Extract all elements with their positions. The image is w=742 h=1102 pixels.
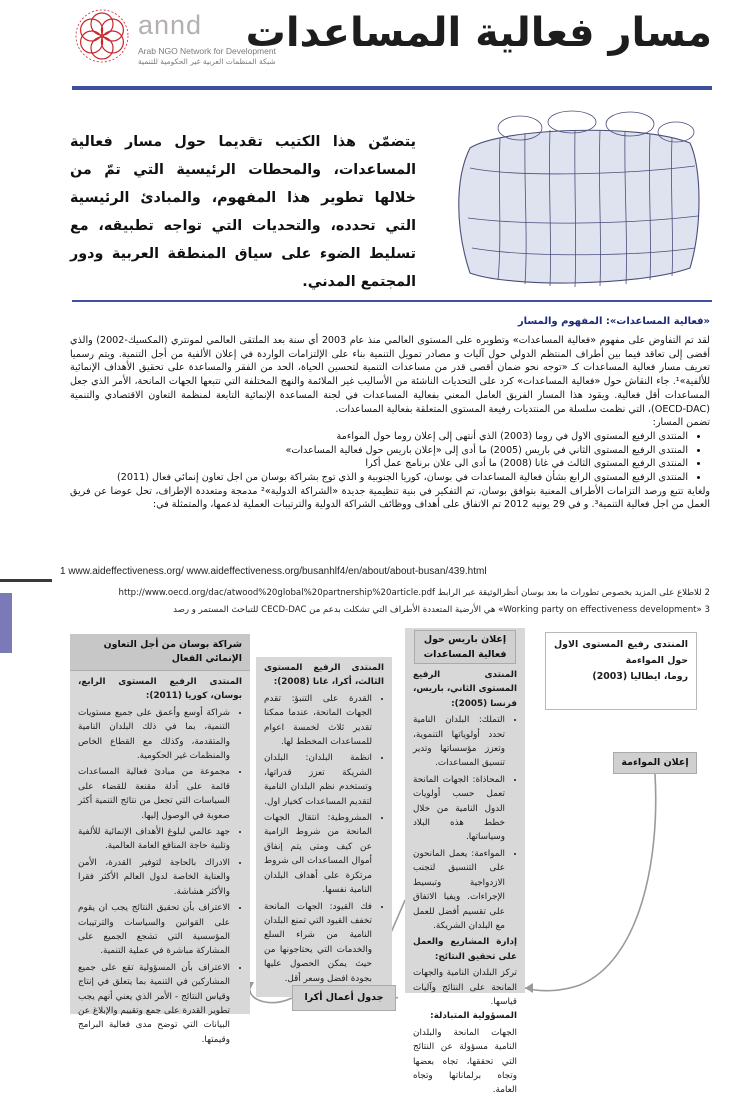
- list-item: • انظمة البلدان: البلدان الشريكة تعزز قدراتها، وتستخدم نظم البلدان النامية لتقديم المساعدات كخيار اول.: [264, 751, 372, 809]
- list-item: • مجموعة من مبادئ فعالية المساعدات قائمة على أدلة مقنعة للقضاء على السياسات التي تجعل من نتائج التنمية أكثر صعوبة في الوصول إليها.: [78, 765, 230, 823]
- accra-forum-heading: المنتدى الرفيع المستوى الثالث، أكرا، غانا (2008):: [264, 663, 384, 688]
- accra-agenda-label: جدول أعمال أكرا: [292, 985, 396, 1011]
- rome-title: المنتدى رفيع المستوى الاول حول المواءمة: [554, 639, 688, 666]
- paris-principles-list: [413, 713, 517, 933]
- list-item: • فك القيود: الجهات المانحة تخفف القيود التي تمنع البلدان النامية من شراء السلع والخدمات التي يحتاجونها من حيث يمكن الحصول عليها بجودة افضل وسعر أقل.: [264, 900, 372, 986]
- body-paragraph-2: ولغاية تتبع ورصد التزامات الأطراف المعنية بتوافق بوسان، تم التفكير في بنية تنظيمية جديدة «الشراكة الدولية»² مدمجة ومتعددة الإطراف، تحل عوضا عن فريق العمل من اجل فعالية التنمية³. و في 29 يونيه 2012 تم الاتفاق على أهداف ووظائف الشراكة الدولية والترتيبات العملية لدعمها، والمتمثلة في:: [70, 485, 711, 511]
- list-item: • المنتدى الرفيع المستوى الرابع بشأن فعالية المساعدات في بوسان، كوريا الجنوبية و الذي توج بشراكة بوسان من اجل تعاون إنمائي فعال (2011): [70, 471, 688, 485]
- logo-arabic-name: شبكة المنظمات العربية غير الحكومية للتنمية: [138, 57, 276, 66]
- logo-wordmark: annd: [138, 10, 203, 40]
- footnote-2: 2 للاطلاع على المزيد بخصوص تطورات ما بعد بوسان أنظرالوثيقة عبر الرابط http://www.oecd.org/dac/atwood%20global%20partnership%20article.pdf: [118, 588, 710, 598]
- list-item: • المحاذاة: الجهات المانحة تعمل حسب أولويات الدول النامية من خلال خطط هذه البلاد وسياساتها.: [413, 773, 505, 845]
- page-title: مسار فعالية المساعدات: [245, 10, 712, 56]
- busan-forum-heading: المنتدى الرفيع المستوى الرابع، بوسان، كوريا (2011):: [78, 677, 242, 702]
- rome-forum-box: [545, 632, 697, 710]
- list-item: • القدرة على التنبؤ: تقدم الجهات المانحة، عندما ممكنا تقدير ثلاث لخمسة اعوام للمساعدات المخطط لها.: [264, 692, 372, 750]
- list-item: • المنتدى الرفيع المستوى الثالث في غانا (2008) ما أدى الى علان برنامج عمل أكرا: [70, 457, 688, 471]
- list-item: • التملك: البلدان النامية تحدد أولوياتها التنموية، وتعزز مؤسساتها وتدير تنسيق المساعدات.: [413, 713, 505, 771]
- list-item: • المواءمة: يعمل المانحون على التنسيق لتجنب الازدواجية وتبسيط الإجراءات. ويفيا الاتفاق على تقسيم أفضل للعمل مع البلدان الشريكة.: [413, 847, 505, 933]
- accra-forum-column: [256, 657, 392, 997]
- busan-items-list: [78, 706, 242, 1047]
- list-item: • جهد عالمي لبلوغ الأهداف الإنمائية للألفية وتلبية حاجة المنافع العامة العالمية.: [78, 825, 230, 854]
- results-management-heading: إدارة المشاريع والعمل على تحقيق النتائج:: [413, 937, 517, 962]
- logo-english-name: Arab NGO Network for Development: [138, 46, 276, 56]
- list-item: • شراكة أوسع وأعمق على جميع مستويات التنمية، بما في ذلك البلدان النامية والمتقدمة، وكذلك مع القطاع الخاص والمنظمات غير الحكومية.: [78, 706, 230, 764]
- busan-partnership-column: [70, 634, 250, 1045]
- intro-paragraph: يتضمّن هذا الكتيب تقديما حول مسار فعالية المساعدات، والمحطات الرئيسية التي تمّ من خلالها تطوير هذا المفهوم، والمبادئ الرئيسية التي تحدده، والتحديات التي تواجه تطبيقه، مع تسليط الضوء على سياق المنطقة العربية ودور المجتمع المدني.: [70, 134, 416, 290]
- accra-items-list: [264, 692, 384, 986]
- paris-forum-heading: المنتدى الرفيع المستوى الثاني، باريس، فرنسا (2005):: [413, 670, 517, 709]
- list-item: • الاعتراف بأن تحقيق النتائج يجب ان يقوم على القوانين والسياسات والترتيبات المؤسسية التي تشجع الجميع على المشاركة مباشرة في عملية التنمية.: [78, 901, 230, 959]
- paris-declaration-label: إعلان باريس حول فعالية المساعدات: [414, 630, 516, 664]
- mutual-accountability-heading: المسؤولية المتبادلة:: [430, 1011, 517, 1022]
- harmonization-declaration-label: إعلان المواءمة: [613, 752, 697, 774]
- busan-title: شراكة بوسان من أجل التعاون الإنمائي الفعال: [70, 634, 250, 671]
- footnote-3: 3 «Working party on effectiveness development» هي الأرضية المتعددة الأطراف التي تشكلت بدعم من CECD-DAC للتباحث المستمر و رصد: [173, 605, 710, 615]
- results-management-text: تركز البلدان النامية والجهات المانحة على النتائج وآليات قياسها.: [413, 968, 517, 1007]
- list-intro: تضمن المسار:: [652, 417, 710, 429]
- list-item: • المشروطية: انتقال الجهات المانحة من شروط الزامية عن كيف ومتى يتم إنفاق أموال المساعدات الى شروط مرتكزة على أهداف البلدان النامية نفسها.: [264, 811, 372, 897]
- paris-forum-column: [405, 628, 525, 1096]
- list-item: • الادراك بالحاجة لتوفير القدرة، الأمن والعناية الخاصة لدول العالم الأكثر فقرا والأكثر هشاشة.: [78, 856, 230, 899]
- rome-location: روما، ايطاليا (2003): [592, 671, 688, 682]
- list-item: • المنتدى الرفيع المستوى الثاني في باريس (2005) ما أدى إلى «إعلان باريس حول فعالية المساعدات»: [70, 444, 688, 458]
- footnote-1: 1 www.aideffectiveness.org/ www.aideffectiveness.org/busanhlf4/en/about/about-busan/439.html: [60, 566, 487, 577]
- list-item: • الاعتراف بأن المسؤولية تقع على جميع المشاركين في التنمية بما يتعلق في إنتاج وقياس النتائج - الأمر الذي يعني أنهم يجب تطوير القدرة على جمع وتقييم والإبلاغ عن البيانات التي توضح مدى فعالية البرامج وقيمتها.: [78, 961, 230, 1047]
- list-item: • المنتدى الرفيع المستوى الاول في روما (2003) الذي أنتهى إلى إعلان روما حول المواءمة: [70, 430, 688, 444]
- section-heading: «فعالية المساعدات»: المفهوم والمسار: [517, 316, 710, 327]
- body-paragraph-1: لقد تم التفاوض على مفهوم «فعالية المساعدات» وتطويره على المستوى العالمي منذ عام 2003 أي سنة بعد الملتقى العالمي لمونتري (المكسيك-2002) والذي أفضى إلى تعاقد فيما بين أطراف المنتظم الدولي حول آليات و مصادر تمويل التنمية بناء على الإلتزامات الواردة في إعلان الألفية من أجل التنمية. ويتم رسميا تعريف مسار فعالية المساعدات كـ «توجه نحو ضمان أقصى قدر من مساعدات التنمية لتحسين الحياة، الحد من الفقر والمساعدة على تحقيق الأهداف الإنمائية للألفية»¹. جاء النقاش حول «فعالية المساعدات» كرد على التحديات الناشئة من الأساليب غير الملائمة والنهج المختلفة التي تتبعها الجهات المانحة، الأمر الذي جعل المساعدات أقل فعالية. ويقود هذا المسار الفريق العامل المعني بفعالية المساعدات في لجنة المساعدة الإنمائية التابعة لمنظمة التعاون الاقتصادي والتنمية (OECD-DAC)، التي نظمت سلسلة من المنتديات رفيعة المستوى المتعلقة بفعالية المساعدات.: [70, 335, 710, 415]
- mutual-accountability-text: الجهات المانحة والبلدان النامية مسؤولة عن النتائج التي تحققها، تجاه بعضها وتجاه برلماناتها وتجاه العامة.: [413, 1027, 517, 1096]
